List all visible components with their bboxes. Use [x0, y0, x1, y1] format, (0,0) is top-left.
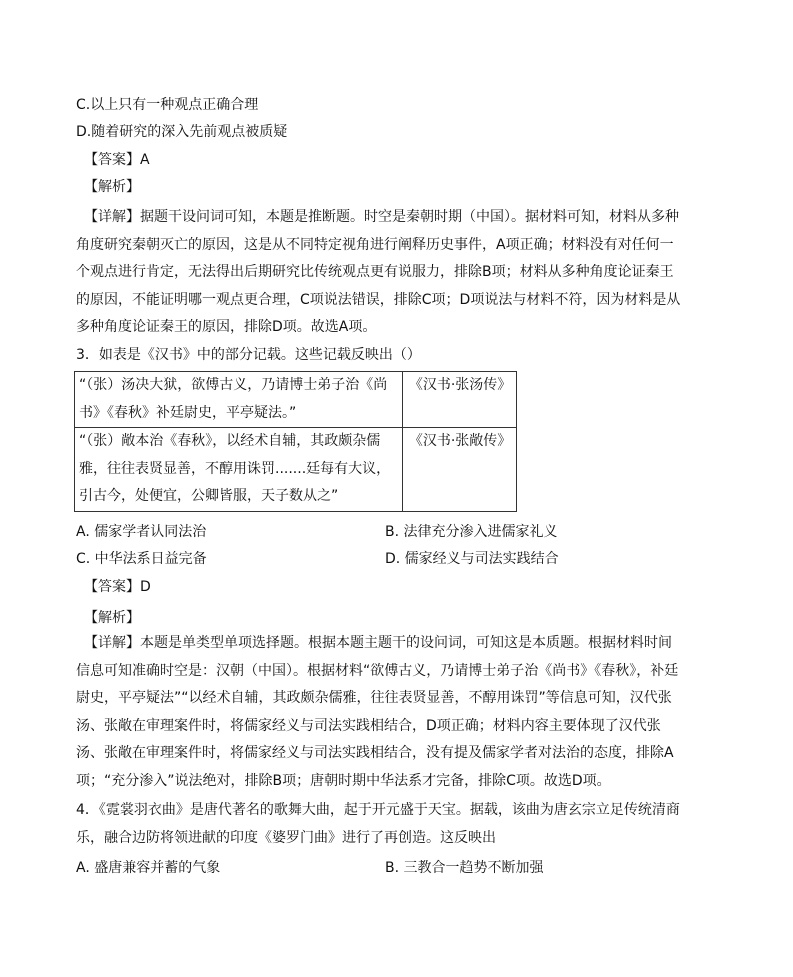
q3-analysis-label: 【解析】 [84, 610, 140, 626]
q3-option-d: D. 儒家经义与司法实践结合 [385, 551, 559, 567]
q2-detail: 【详解】据题干设问词可知，本题是推断题。时空是秦朝时期（中国）。据材料可知，材料从多种角度研究秦朝灭亡的原因，这是从不同特定视角进行阐释历史事件，A项正确；材料没有对任何一个观点进行肯定，无法得出后期研究比传统观点更有说服力，排除B项；材料从多种角度论证秦王的原因，不能证明哪一观点更合理，C项说法错误，排除C项；D项说法与材料不符，因为材料是从多种角度论证秦王的原因，排除D项。故选A项。 [76, 209, 681, 335]
q3-option-a: A. 儒家学者认同法治 [76, 524, 207, 540]
q3-detail: 【详解】本题是单类型单项选择题。根据本题主题干的设问词，可知这是本质题。根据材料时间信息可知准确时空是：汉朝（中国）。根据材料“欲傅古义，乃请博士弟子治《尚书》《春秋》，补廷尉史，平亭疑法”“以经术自辅，其政颇杂儒雅，往往表贤显善，不醇用诛罚”等信息可知，汉代张汤、张敞在审理案件时，将儒家经义与司法实践相结合，D项正确；材料内容主要体现了汉代张汤、张敞在审理案件时，将儒家经义与司法实践相结合，没有提及儒家学者对法治的态度，排除A项；“充分渗入”说法绝对，排除B项；唐朝时期中华法系才完备，排除C项。故选D项。 [76, 635, 679, 789]
q2-analysis-label: 【解析】 [84, 179, 140, 195]
q3-record-table [74, 371, 517, 512]
table-source-cell: 《汉书·张敞传》 [402, 428, 516, 512]
q4-stem: 4．《霓裳羽衣曲》是唐代著名的歌舞大曲，起于开元盛于天宝。据载，该曲为唐玄宗立足传统清商乐，融合边防将领进献的印度《婆罗门曲》进行了再创造。这反映出 [76, 802, 680, 846]
q4-option-a: A. 盛唐兼容并蓄的气象 [76, 860, 221, 876]
q2-option-d: D.随着研究的深入先前观点被质疑 [76, 124, 288, 140]
table-source-cell: 《汉书·张汤传》 [402, 372, 516, 428]
q3-option-c: C. 中华法系日益完备 [76, 551, 207, 567]
table-row [75, 428, 517, 512]
q3-option-b: B. 法律充分渗入进儒家礼义 [385, 524, 558, 540]
q3-answer: 【答案】D [84, 579, 151, 595]
q2-answer: 【答案】A [84, 152, 150, 168]
q4-option-b: B. 三教合一趋势不断加强 [385, 860, 544, 876]
table-quote-cell: “（张）敞本治《春秋》，以经术自辅，其政颇杂儒雅，往往表贤显善，不醇用诛罚.......廷每有大议，引古今，处便宜，公卿皆服，天子数从之” [75, 428, 403, 512]
q3-stem: 3．如表是《汉书》中的部分记载。这些记载反映出（） [76, 347, 421, 363]
table-row [75, 372, 517, 428]
q2-option-c: C.以上只有一种观点正确合理 [76, 97, 259, 113]
table-quote-cell: “（张）汤决大狱，欲傅古义，乃请博士弟子治《尚书》《春秋》补廷尉史，平亭疑法。” [75, 372, 403, 428]
